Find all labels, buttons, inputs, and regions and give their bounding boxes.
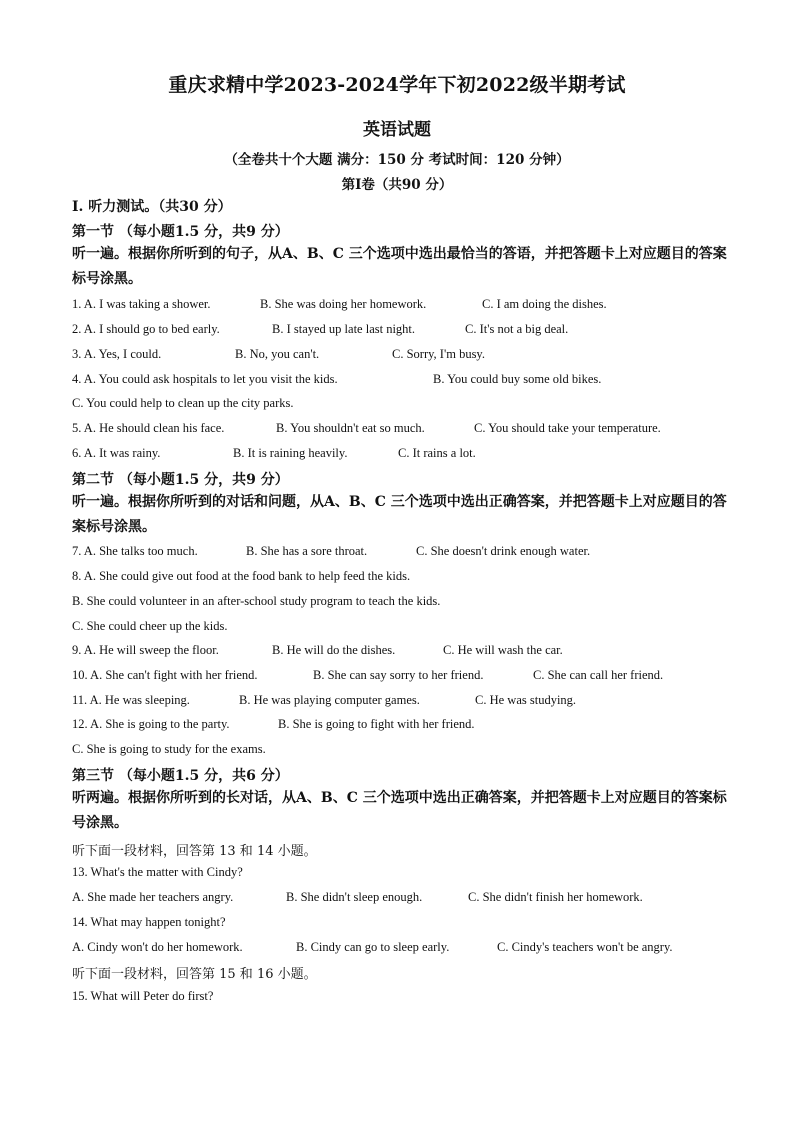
- option: B. Cindy can go to sleep early.: [296, 940, 450, 954]
- section-instruction: 听两遍。根据你所听到的长对话，从A、B、C 三个选项中选出正确答案，并把答题卡上对应题目的答案标号涂黑。: [72, 790, 727, 831]
- question-stem: 14. What may happen tonight?: [72, 915, 226, 929]
- option: C. I am doing the dishes.: [482, 297, 607, 311]
- option: 5. A. He should clean his face.: [72, 421, 225, 435]
- section-heading: 第二节 （每小题1.5 分，共9 分）: [72, 472, 289, 488]
- volume-title: 第Ⅰ卷（共90 分）: [341, 177, 453, 193]
- option: C. She can call her friend.: [533, 668, 664, 682]
- option: B. He was playing computer games.: [239, 693, 420, 707]
- option: B. You shouldn't eat so much.: [276, 421, 425, 435]
- option: C. He was studying.: [475, 693, 577, 707]
- material-note: 听下面一段材料，回答第 15 和 16 小题。: [72, 967, 317, 982]
- part-heading: Ⅰ. 听力测试。（共30 分）: [72, 199, 232, 215]
- option: A. She made her teachers angry.: [72, 890, 234, 904]
- option: C. She could cheer up the kids.: [72, 619, 228, 633]
- option: B. I stayed up late last night.: [272, 322, 416, 336]
- option: C. Sorry, I'm busy.: [392, 347, 485, 361]
- option: B. No, you can't.: [235, 347, 320, 361]
- option: B. She didn't sleep enough.: [286, 890, 423, 904]
- option: 8. A. She could give out food at the food bank to help feed the kids.: [72, 569, 411, 583]
- option: C. He will wash the car.: [443, 643, 563, 657]
- option: A. Cindy won't do her homework.: [72, 940, 243, 954]
- option: C. It's not a big deal.: [465, 322, 569, 336]
- question-stem: 15. What will Peter do first?: [72, 989, 214, 1003]
- option: 9. A. He will sweep the floor.: [72, 643, 219, 657]
- option: B. She has a sore throat.: [246, 544, 368, 558]
- option: B. She can say sorry to her friend.: [313, 668, 484, 682]
- option: 1. A. I was taking a shower.: [72, 297, 211, 311]
- section-instruction: 听一遍。根据你所听到的对话和问题，从A、B、C 三个选项中选出正确答案，并把答题卡上对应题目的答案标号涂黑。: [72, 494, 727, 535]
- option: 11. A. He was sleeping.: [72, 693, 190, 707]
- option: B. She is going to fight with her friend.: [278, 717, 475, 731]
- exam-title: 重庆求精中学2023-2024学年下初2022级半期考试: [168, 74, 626, 96]
- option: 12. A. She is going to the party.: [72, 717, 230, 731]
- option: C. She doesn't drink enough water.: [416, 544, 591, 558]
- option: C. It rains a lot.: [398, 446, 476, 460]
- section-instruction: 听一遍。根据你所听到的句子，从A、B、C 三个选项中选出最恰当的答语，并把答题卡上对应题目的答案标号涂黑。: [72, 246, 727, 287]
- option: 7. A. She talks too much.: [72, 544, 198, 558]
- option: 10. A. She can't fight with her friend.: [72, 668, 258, 682]
- option: B. It is raining heavily.: [233, 446, 348, 460]
- option: B. He will do the dishes.: [272, 643, 396, 657]
- option: C. You should take your temperature.: [474, 421, 661, 435]
- option: C. She didn't finish her homework.: [468, 890, 643, 904]
- question-stem: 13. What's the matter with Cindy?: [72, 865, 243, 879]
- option: 3. A. Yes, I could.: [72, 347, 162, 361]
- section-heading: 第一节 （每小题1.5 分，共9 分）: [72, 224, 289, 240]
- option: C. She is going to study for the exams.: [72, 742, 266, 756]
- option: 2. A. I should go to bed early.: [72, 322, 220, 336]
- material-note: 听下面一段材料，回答第 13 和 14 小题。: [72, 844, 317, 859]
- subject-title: 英语试题: [363, 120, 431, 140]
- exam-note: （全卷共十个大题 满分：150 分 考试时间：120 分钟）: [224, 152, 570, 168]
- option: 4. A. You could ask hospitals to let you visit the kids.: [72, 372, 338, 386]
- option: C. Cindy's teachers won't be angry.: [497, 940, 673, 954]
- option: B. She was doing her homework.: [260, 297, 427, 311]
- option: 6. A. It was rainy.: [72, 446, 161, 460]
- option: B. You could buy some old bikes.: [433, 372, 602, 386]
- option: B. She could volunteer in an after-school study program to teach the kids.: [72, 594, 441, 608]
- section-heading: 第三节 （每小题1.5 分，共6 分）: [72, 768, 289, 784]
- option: C. You could help to clean up the city parks.: [72, 396, 294, 410]
